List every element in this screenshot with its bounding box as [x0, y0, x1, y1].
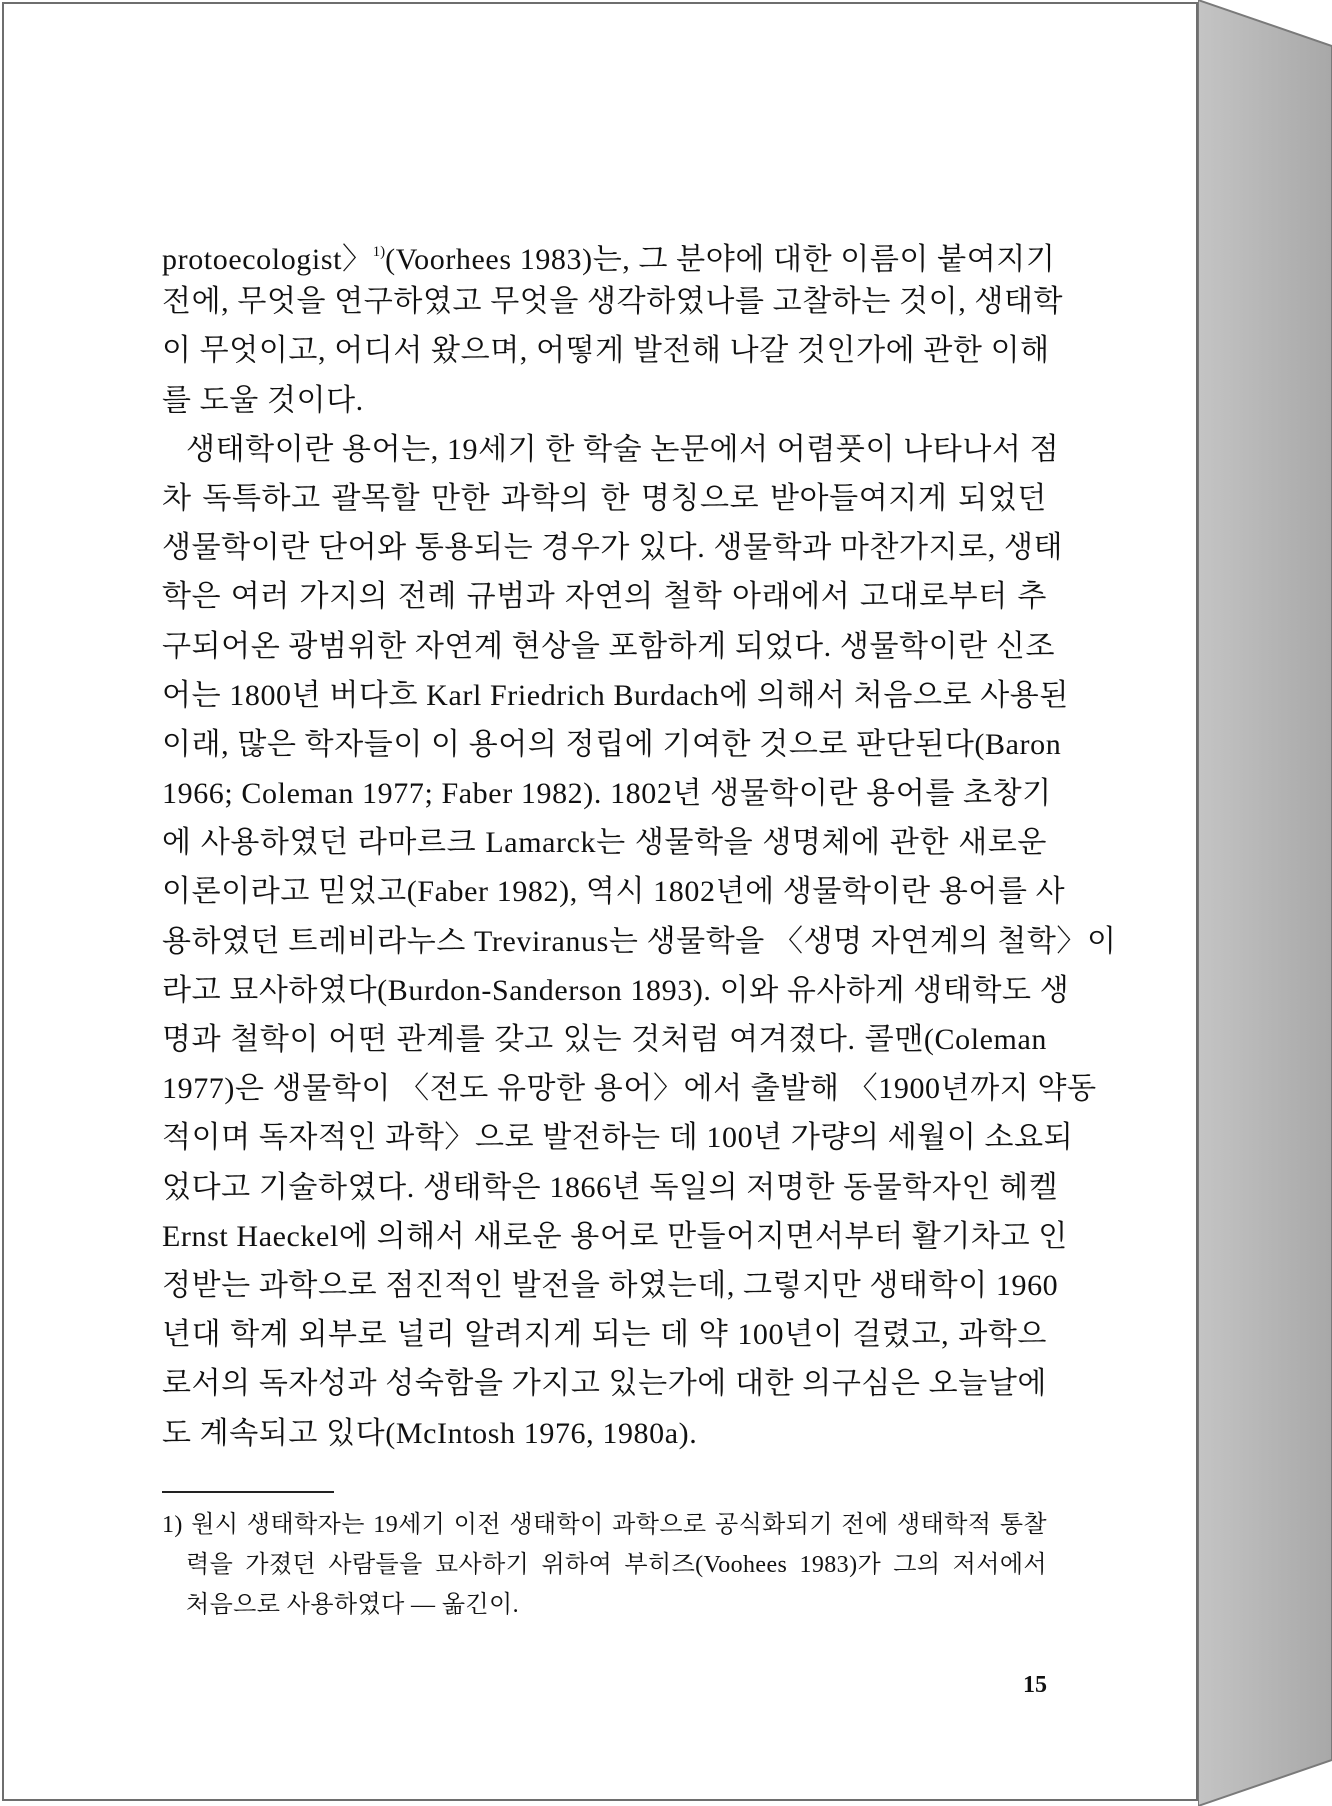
paragraph-2-line: Ernst Haeckel에 의해서 새로운 용어로 만들어지면서부터 활기차고 인: [162, 1219, 1068, 1253]
footnote-line: 력을 가졌던 사람들을 묘사하기 위하여 부히즈(Voohees 1983)가 그의 저서에서: [186, 1552, 1047, 1578]
paragraph-1-line-3: 이 무엇이고, 어디서 왔으며, 어떻게 발전해 나갈 것인가에 관한 이해: [162, 334, 1050, 368]
paragraph-1-line-1: [162, 228, 1056, 277]
line-1-start: protoecologist〉: [162, 243, 373, 276]
paragraph-2-line: 1977)은 생물학이 〈전도 유망한 용어〉에서 출발해 〈1900년까지 약동: [162, 1072, 1097, 1106]
paragraph-2-line: 구되어온 광범위한 자연계 현상을 포함하게 되었다. 생물학이란 신조: [162, 629, 1056, 663]
footnote-line: 처음으로 사용하였다 — 옮긴이.: [186, 1592, 520, 1618]
paragraph-2-line: 학은 여러 가지의 전례 규범과 자연의 철학 아래에서 고대로부터 추: [162, 580, 1047, 614]
line-1-end: (Voorhees 1983)는, 그 분야에 대한 이름이 붙여지기: [385, 243, 1056, 276]
paragraph-2-line: 년대 학계 외부로 널리 알려지게 되는 데 약 100년이 걸렸고, 과학으: [162, 1318, 1047, 1352]
paragraph-2-line: 어는 1800년 버다흐 Karl Friedrich Burdach에 의해서 처음으로 사용된: [162, 678, 1069, 712]
paragraph-2-line: 이래, 많은 학자들이 이 용어의 정립에 기여한 것으로 판단된다(Baron: [162, 727, 1062, 761]
paragraph-2-line: 적이며 독자적인 과학〉으로 발전하는 데 100년 가량의 세월이 소요되: [162, 1121, 1074, 1155]
footnote-ref: 1): [372, 244, 386, 260]
paragraph-2-line: 라고 묘사하였다(Burdon-Sanderson 1893). 이와 유사하게 생태학도 생: [162, 973, 1070, 1007]
paragraph-2-line: 도 계속되고 있다(McIntosh 1976, 1980a).: [162, 1416, 698, 1450]
paragraph-2-line: 정받는 과학으로 점진적인 발전을 하였는데, 그렇지만 생태학이 1960: [162, 1268, 1059, 1302]
paragraph-2-line: 생물학이란 단어와 통용되는 경우가 있다. 생물학과 마찬가지로, 생태: [162, 531, 1064, 565]
paragraph-2-line: 용하였던 트레비라누스 Treviranus는 생물학을 〈생명 자연계의 철학〉이: [162, 924, 1117, 958]
paragraph-2-line: 차 독특하고 괄목할 만한 과학의 한 명칭으로 받아들여지게 되었던: [162, 481, 1047, 515]
footnote-line: 1) 원시 생태학자는 19세기 이전 생태학이 과학으로 공식화되기 전에 생태학적 통찰: [162, 1512, 1047, 1538]
paragraph-1-line-4: 를 도울 것이다.: [162, 383, 364, 417]
paragraph-2-line: 명과 철학이 어떤 관계를 갖고 있는 것처럼 여겨졌다. 콜맨(Coleman: [162, 1023, 1047, 1056]
paragraph-1-line-2: 전에, 무엇을 연구하였고 무엇을 생각하였나를 고찰하는 것이, 생태학: [162, 285, 1064, 319]
footnote: [162, 1505, 1047, 1625]
paragraph-2-line: 1966; Coleman 1977; Faber 1982). 1802년 생물학이란 용어를 초창기: [162, 777, 1052, 811]
page-edge-shading: [1198, 0, 1332, 1806]
paragraph-2-line: 에 사용하였던 라마르크 Lamarck는 생물학을 생명체에 관한 새로운: [162, 826, 1047, 860]
page-number: 15: [1023, 1672, 1047, 1698]
paragraph-2-line: 이론이라고 믿었고(Faber 1982), 역시 1802년에 생물학이란 용어를 사: [162, 875, 1066, 909]
body-text: [162, 228, 1117, 1458]
paragraph-2-line: 로서의 독자성과 성숙함을 가지고 있는가에 대한 의구심은 오늘날에: [162, 1367, 1047, 1401]
paragraph-2-line: 었다고 기술하였다. 생태학은 1866년 독일의 저명한 동물학자인 헤켈: [162, 1170, 1059, 1204]
paragraph-2-line: 생태학이란 용어는, 19세기 한 학술 논문에서 어렴풋이 나타나서 점: [186, 432, 1060, 466]
footnote-divider: [162, 1491, 334, 1493]
